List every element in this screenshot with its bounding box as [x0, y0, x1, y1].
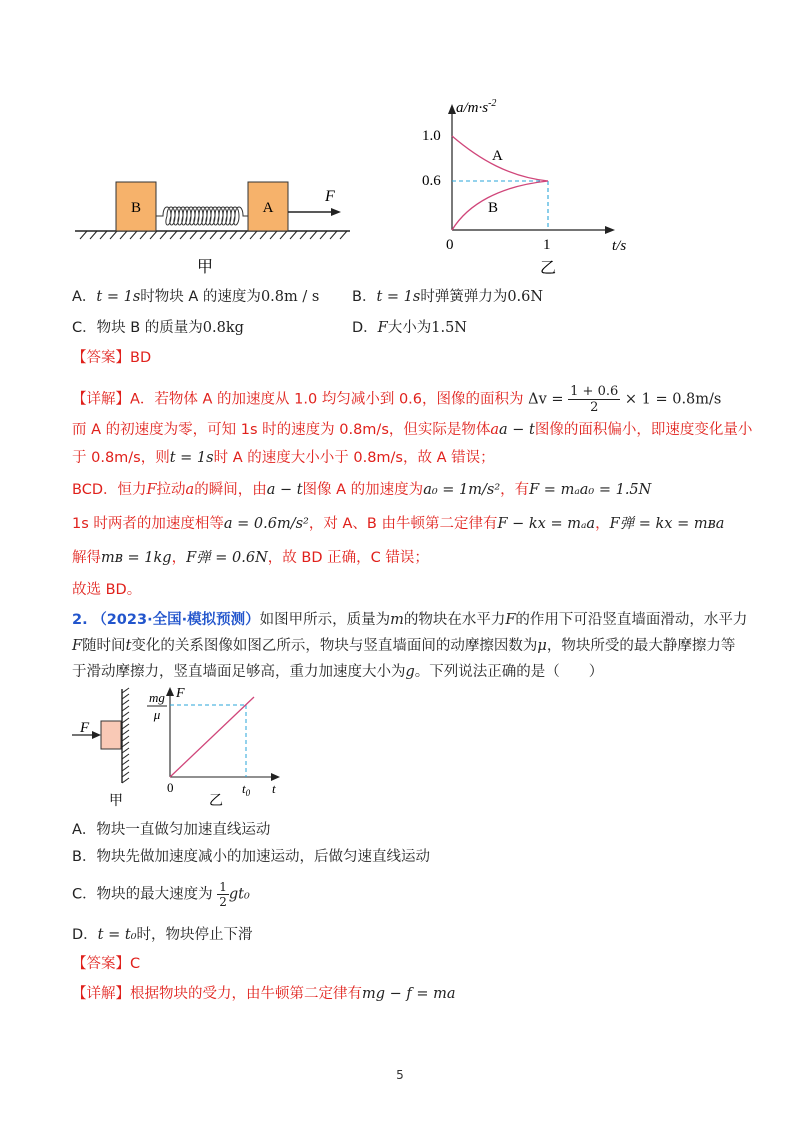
figure-2 — [66, 685, 306, 813]
q2-option-d: D．t = t₀时，物块停止下滑 — [72, 927, 253, 943]
f2-caption-jia: 甲 — [109, 794, 123, 809]
f2-block — [101, 721, 121, 749]
option-d: D．F大小为1.5N — [352, 320, 467, 336]
caption-yi: 乙 — [539, 260, 557, 277]
f2-x-tick: $t_0$ — [242, 781, 251, 798]
figure-1-yi — [422, 98, 626, 277]
option-a: A．t = 1s时物块 A 的速度为0.8m / s — [72, 289, 320, 305]
f2-x-axis-label: t — [272, 781, 276, 796]
q2-option-b: B．物块先做加速度减小的加速运动，后做匀速直线运动 — [72, 849, 430, 865]
q2-explain: 【详解】根据物块的受力，由牛顿第二定律有mg − f = ma — [72, 986, 456, 1002]
figure-1-jia — [75, 182, 350, 276]
q1-explain-line-3: 于 0.8m/s，则t = 1s时 A 的速度大小小于 0.8m/s，故 A 错误； — [72, 450, 495, 466]
figure-1 — [60, 92, 680, 282]
force-label: F — [325, 188, 335, 205]
q1-explain-line-5: 1s 时两者的加速度相等a = 0.6m/s²，对 A、B 由牛顿第二定律有F − kx = mₐa，F弹 = kx = mʙa — [72, 516, 725, 532]
f2-line — [170, 697, 254, 777]
block-a-label: A — [262, 200, 274, 216]
y-axis-label: $a/m\cdot s^{-2}$ — [456, 98, 497, 116]
q1-explain-line-7: 故选 BD。 — [72, 582, 142, 598]
f2-y-tick-den: μ — [153, 707, 161, 722]
q1-explain-line-1: 【详解】A．若物体 A 的加速度从 1.0 均匀减小到 0.6，图像的面积为 Δv = $\frac{1 + 0.6}{2}$ × 1 = 0.8m/s — [72, 384, 722, 415]
tick-0-6: 0.6 — [422, 173, 441, 189]
q1-answer: 【答案】BD — [72, 350, 152, 366]
curve-b — [452, 181, 548, 230]
curve-b-label: B — [488, 200, 499, 216]
q2-answer: 【答案】C — [72, 956, 141, 972]
q2-stem-line-1: 2. （2023·全国·模拟预测）如图甲所示，质量为m的物块在水平力F的作用下可沿竖直墙面滑动，水平力 — [72, 612, 748, 628]
q2-option-c: C．物块的最大速度为 $\frac{1}{2}$ gt₀ — [72, 880, 250, 909]
figure-2-jia — [72, 688, 129, 809]
option-c: C．物块 B 的质量为0.8kg — [72, 320, 244, 336]
f2-force-label: F — [80, 720, 90, 736]
option-b: B．t = 1s时弹簧弹力为0.6N — [352, 289, 544, 305]
q1-explain-line-4: BCD．恒力F拉动a的瞬间，由a − t图像 A 的加速度为a₀ = 1m/s²，有F = mₐa₀ = 1.5N — [72, 482, 652, 498]
q2-option-a: A．物块一直做匀加速直线运动 — [72, 822, 271, 838]
q2-stem-line-3: 于滑动摩擦力，竖直墙面足够高，重力加速度大小为g。下列说法正确的是（ ） — [72, 664, 604, 680]
f2-y-axis-label: F — [176, 686, 185, 701]
spring — [156, 207, 248, 225]
tick-1: 1 — [543, 237, 551, 253]
tick-1-0: 1.0 — [422, 128, 441, 144]
block-b-label: B — [130, 200, 142, 216]
f2-caption-yi: 乙 — [209, 794, 223, 809]
page-number: 5 — [396, 1068, 404, 1082]
caption-jia: 甲 — [196, 259, 214, 276]
f2-origin: 0 — [167, 780, 174, 795]
q1-explain-line-2: 而 A 的初速度为零，可知 1s 时的速度为 0.8m/s，但实际是物体aa − t图像的面积偏小，即速度变化量小 — [72, 422, 753, 438]
q1-explain-line-6: 解得mʙ = 1kg，F弹 = 0.6N，故 BD 正确，C 错误； — [72, 550, 429, 566]
x-axis-label: t/s — [612, 238, 627, 254]
f2-y-tick-num: mg — [149, 690, 165, 705]
q2-stem-line-2: F随时间t变化的关系图像如图乙所示，物块与竖直墙面间的动摩擦因数为μ，物块所受的最大静摩擦力等 — [72, 638, 736, 654]
tick-0: 0 — [446, 237, 454, 253]
figure-2-yi — [147, 686, 280, 809]
curve-a-label: A — [492, 148, 503, 164]
